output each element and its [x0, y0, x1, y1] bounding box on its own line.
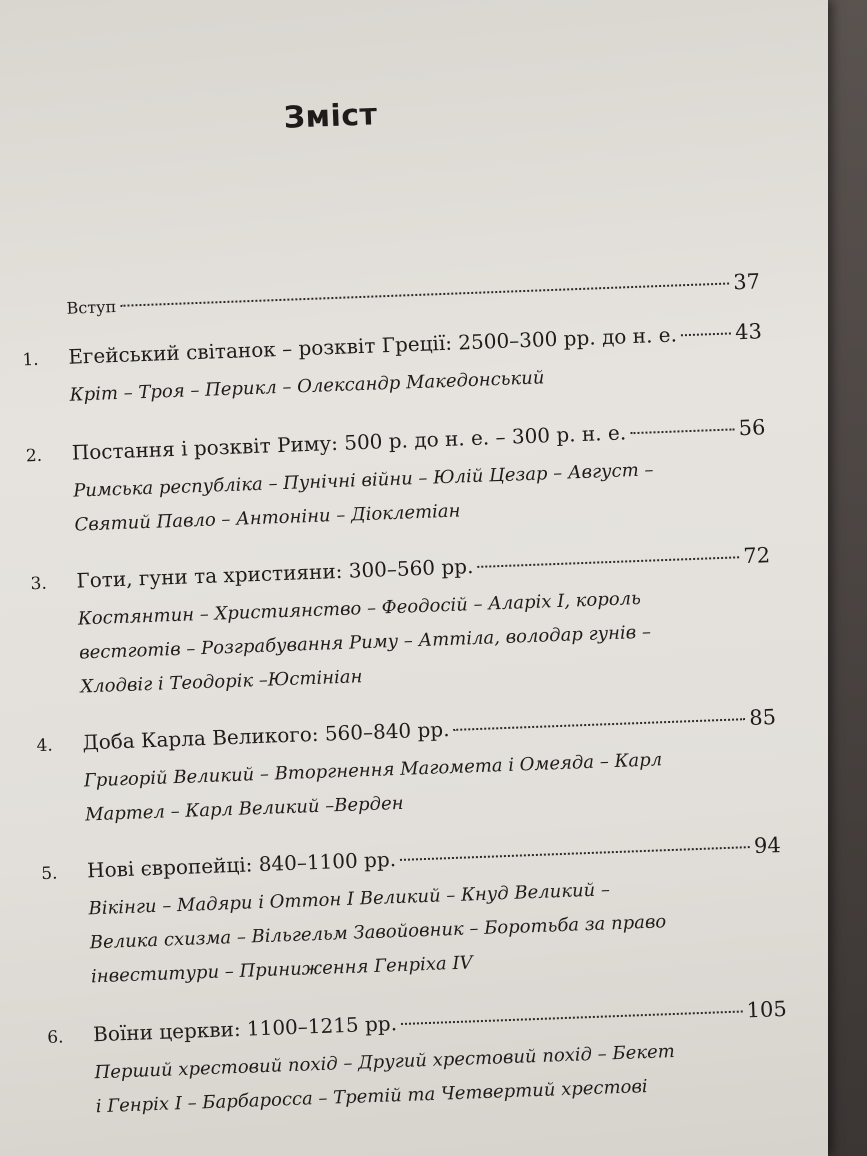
toc-page-number: 72 — [742, 543, 771, 569]
toc-intro-label: Вступ — [66, 296, 117, 318]
toc-leader-dots — [630, 428, 735, 434]
chapter-number: 3. — [30, 573, 48, 595]
chapter-5-topics: інвеститури – Приниження Генріха IV — [90, 952, 473, 988]
toc-leader-dots — [400, 846, 750, 861]
chapter-number: 4. — [36, 735, 54, 757]
chapter-3-topics: Костянтин – Християнство – Феодосій – Аларіх I, король — [77, 587, 642, 630]
chapter-number: 2. — [25, 445, 43, 467]
toc-intro[interactable] — [20, 269, 761, 326]
chapter-2-topics: Римська республіка – Пунічні війни – Юлій Цезар – Август – — [72, 459, 654, 502]
toc-page-number: 43 — [734, 319, 763, 345]
toc-page-number: 56 — [738, 415, 766, 441]
chapter-title: Нові європейці: 840–1100 рр. — [86, 847, 397, 883]
page-title: Зміст — [283, 97, 379, 136]
chapter-1-topics: Кріт – Троя – Перикл – Олександр Македонський — [69, 367, 545, 406]
chapter-title: Воїни церкви: 1100–1215 рр. — [92, 1011, 398, 1047]
chapter-6-topics: і Генріх I – Барбаросса – Третій та Четвертий хрестові — [95, 1076, 648, 1118]
toc-leader-dots — [477, 556, 739, 568]
chapter-title: Егейський світанок – розквіт Греції: 2500–300 рр. до н. е. — [67, 322, 678, 369]
chapter-4-topics: Григорій Великий – Вторгнення Магомета і Омеяда – Карл — [83, 749, 663, 792]
chapter-title: Доба Карла Великого: 560–840 рр. — [82, 717, 450, 755]
toc-leader-dots — [681, 332, 731, 336]
chapter-3-topics: Хлодвіг і Теодорік –Юстініан — [80, 666, 363, 698]
toc-leader-dots — [453, 718, 745, 731]
chapter-number: 6. — [46, 1027, 64, 1048]
chapter-number: 1. — [22, 349, 40, 371]
chapter-6-topics: Перший хрестовий похід – Другий хрестовий похід – Бекет — [94, 1041, 676, 1084]
chapter-4-topics: Мартел – Карл Великий –Верден — [84, 792, 404, 826]
chapter-3-topics: вестготів – Розграбування Риму – Аттіла, володар гунів – — [78, 621, 652, 664]
chapter-number: 5. — [40, 863, 58, 885]
toc-page-number: 94 — [753, 832, 782, 858]
chapter-title: Постання і розквіт Риму: 500 р. до н. е. – 300 р. н. е. — [71, 420, 627, 465]
chapter-5-topics: Велика схизма – Вільгельм Завойовник – Боротьба за право — [89, 911, 667, 954]
toc-leader-dots — [120, 282, 729, 306]
toc-page-number: 37 — [732, 269, 761, 295]
chapter-title: Готи, гуни та християни: 300–560 рр. — [76, 554, 474, 593]
toc-page-number: 105 — [746, 996, 788, 1023]
chapter-2-topics: Святий Павло – Антоніни – Діоклетіан — [74, 500, 461, 536]
chapter-5-topics: Вікінги – Мадяри і Оттон I Великий – Кнуд Великий – — [88, 879, 611, 920]
toc-leader-dots — [401, 1010, 743, 1025]
toc-page-number: 85 — [748, 705, 777, 731]
